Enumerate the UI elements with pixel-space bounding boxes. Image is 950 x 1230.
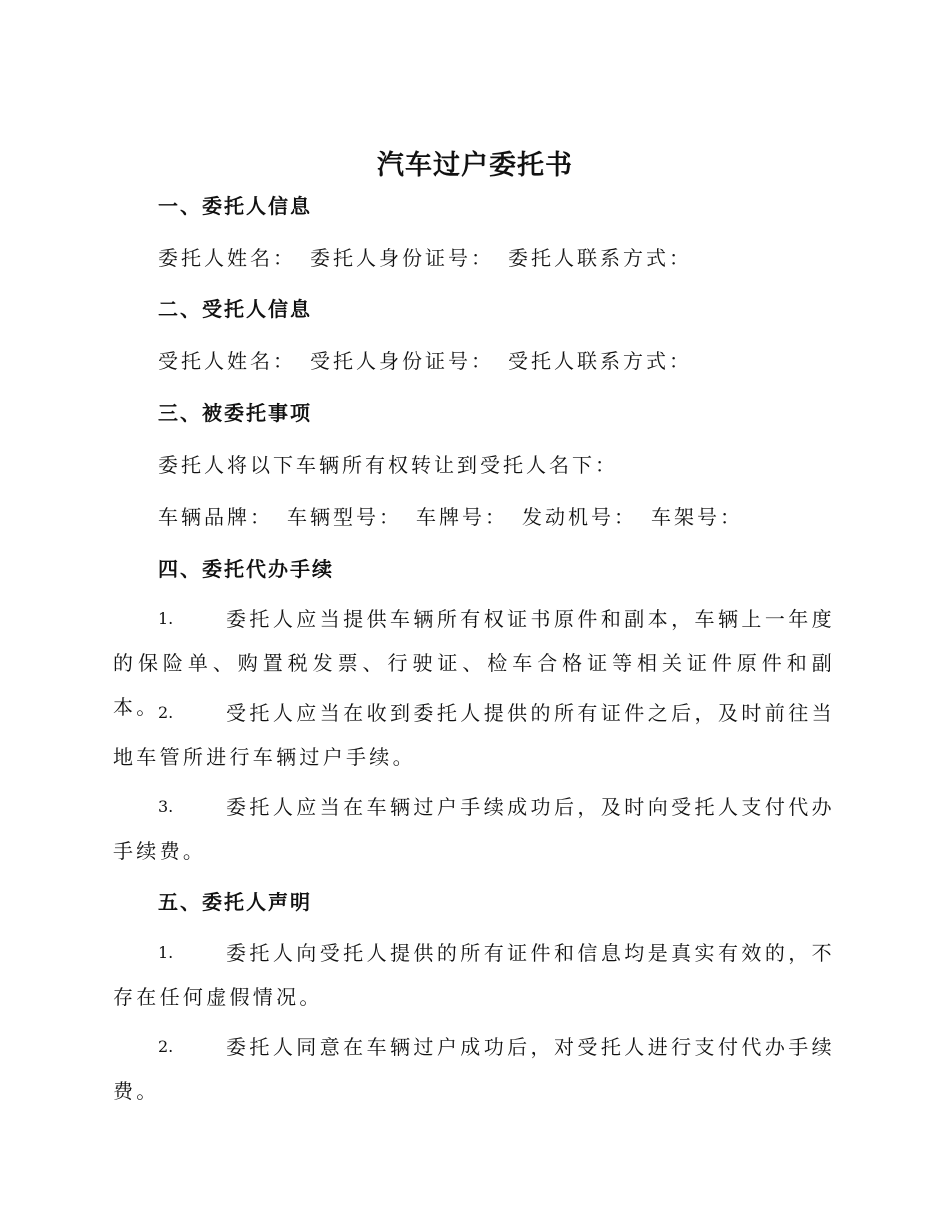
engine-number-label: 发动机号：: [522, 505, 637, 529]
vin-label: 车架号：: [651, 505, 743, 529]
list-item-text: 委托人同意在车辆过户成功后，对受托人进行支付代办手续费。: [113, 1035, 835, 1103]
agent-fields-line: [158, 347, 692, 375]
list-item-text: 委托人应当在车辆过户手续成功后，及时向受托人支付代办手续费。: [113, 795, 835, 863]
section-heading-entrusted-matters: 三、被委托事项: [158, 401, 312, 425]
vehicle-brand-label: 车辆品牌：: [158, 505, 273, 529]
vehicle-model-label: 车辆型号：: [287, 505, 402, 529]
list-item: [113, 785, 835, 873]
agent-name-label: 受托人姓名：: [158, 349, 296, 373]
principal-name-label: 委托人姓名：: [158, 246, 296, 270]
list-item: [113, 931, 835, 1019]
agent-id-label: 受托人身份证号：: [310, 349, 494, 373]
plate-number-label: 车牌号：: [416, 505, 508, 529]
section-heading-procedures: 四、委托代办手续: [158, 557, 334, 581]
list-item-text: 委托人向受托人提供的所有证件和信息均是真实有效的，不存在任何虚假情况。: [113, 941, 835, 1009]
list-item-number: 2.: [158, 1037, 174, 1056]
list-item-number: 2.: [158, 703, 174, 722]
section-heading-agent-info: 二、受托人信息: [158, 297, 312, 321]
list-item-number: 1.: [158, 943, 174, 962]
list-item-number: 3.: [158, 797, 174, 816]
principal-id-label: 委托人身份证号：: [310, 246, 494, 270]
list-item-text: 受托人应当在收到委托人提供的所有证件之后，及时前往当地车管所进行车辆过户手续。: [113, 701, 835, 769]
list-item-number: 1.: [158, 609, 174, 628]
agent-contact-label: 受托人联系方式：: [508, 349, 692, 373]
principal-fields-line: [158, 244, 692, 272]
vehicle-fields-line: [158, 503, 743, 531]
document-title: 汽车过户委托书: [377, 150, 573, 181]
entrusted-matters-intro: 委托人将以下车辆所有权转让到受托人名下：: [158, 453, 618, 477]
list-item-text: 委托人应当提供车辆所有权证书原件和副本，车辆上一年度的保险单、购置税发票、行驶证、检车合格证等相关证件原件和副本。: [113, 607, 835, 719]
principal-contact-label: 委托人联系方式：: [508, 246, 692, 270]
section-heading-principal-info: 一、委托人信息: [158, 194, 312, 218]
list-item: [113, 691, 835, 779]
list-item: [113, 1025, 835, 1113]
section-heading-declaration: 五、委托人声明: [158, 890, 312, 914]
